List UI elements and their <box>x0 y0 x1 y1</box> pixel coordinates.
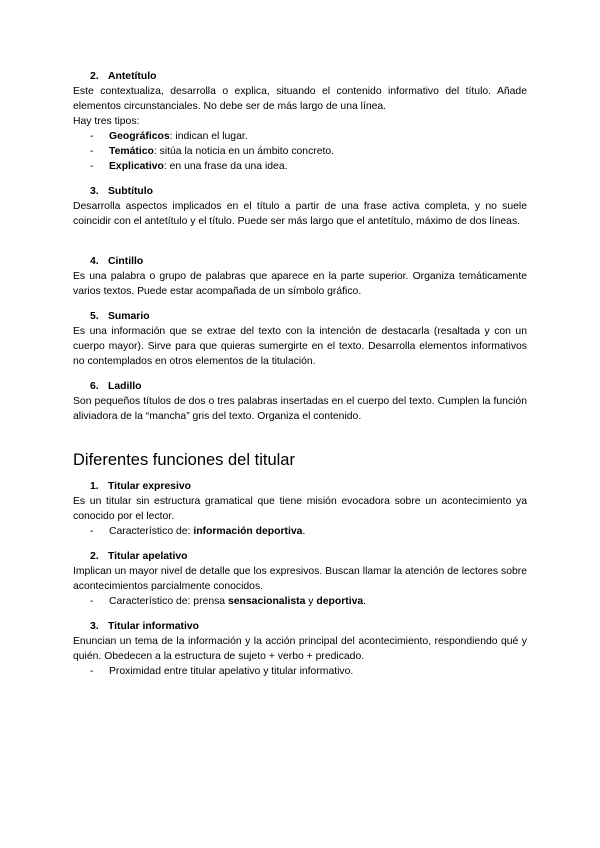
paragraph-sumario: Es una información que se extrae del texto con la intención de destacarla (resaltada y con un cuerpo mayor). Sirve para que quieras sumergirte en el texto. Desarrolla elementos informativos no contemplados en otros elementos de la titulación. <box>73 326 527 367</box>
paragraph-tipos: Hay tres tipos: <box>73 116 140 127</box>
heading-titular-expresivo: 1. Titular expresivo <box>90 481 191 492</box>
list-tipos <box>73 129 527 174</box>
heading-sumario: 5. Sumario <box>90 311 150 322</box>
list-item: - Geográficos: indican el lugar. <box>90 131 248 142</box>
heading-titular-informativo: 3. Titular informativo <box>90 621 200 632</box>
paragraph-titular-expresivo: Es un titular sin estructura gramatical que tiene misión evocadora sobre un acontecimiento ya conocido por el lector. <box>73 496 527 522</box>
paragraph-titular-informativo: Enuncian un tema de la información y la acción principal del acontecimiento, respondiendo qué y quién. Obedecen a la estructura de sujeto + verbo + predicado. <box>73 636 527 662</box>
list-item: - Temático: sitúa la noticia en un ámbito concreto. <box>90 146 335 157</box>
list-item: - Explicativo: en una frase da una idea. <box>90 161 288 172</box>
list-titular-expresivo <box>73 524 527 539</box>
document-page <box>73 69 527 679</box>
paragraph-antetitulo: Este contextualiza, desarrolla o explica, situando el contenido informativo del título. Añade elementos circunstanciales. No debe ser de más largo de una línea. <box>73 86 527 112</box>
paragraph-cintillo: Es una palabra o grupo de palabras que aparece en la parte superior. Organiza temáticamente varios textos. Puede estar acompañada de un símbolo gráfico. <box>73 271 527 297</box>
heading-antetitulo: 2. Antetítulo <box>90 71 157 82</box>
list-titular-informativo <box>73 664 527 679</box>
list-item: - Proximidad entre titular apelativo y titular informativo. <box>90 666 354 677</box>
paragraph-titular-apelativo: Implican un mayor nivel de detalle que los expresivos. Buscan llamar la atención de lectores sobre acontecimientos parcialmente conocidos. <box>73 566 527 592</box>
heading-ladillo: 6. Ladillo <box>90 381 142 392</box>
paragraph-ladillo: Son pequeños títulos de dos o tres palabras insertadas en el cuerpo del texto. Cumplen la función aliviadora de la “mancha” gris del texto. Organiza el contenido. <box>73 396 527 422</box>
heading-cintillo: 4. Cintillo <box>90 256 144 267</box>
section-title: Diferentes funciones del titular <box>73 451 295 469</box>
heading-subtitulo: 3. Subtítulo <box>90 186 154 197</box>
paragraph-subtitulo: Desarrolla aspectos implicados en el título a partir de una frase activa completa, y no suele coincidir con el antetítulo y el título. Puede ser más largo que el antetítulo, máximo de dos líneas. <box>73 201 527 227</box>
list-titular-apelativo <box>73 594 527 609</box>
list-item: - Característico de: información deportiva. <box>90 526 306 537</box>
heading-titular-apelativo: 2. Titular apelativo <box>90 551 188 562</box>
list-item: - Característico de: prensa sensacionalista y deportiva. <box>90 596 367 607</box>
